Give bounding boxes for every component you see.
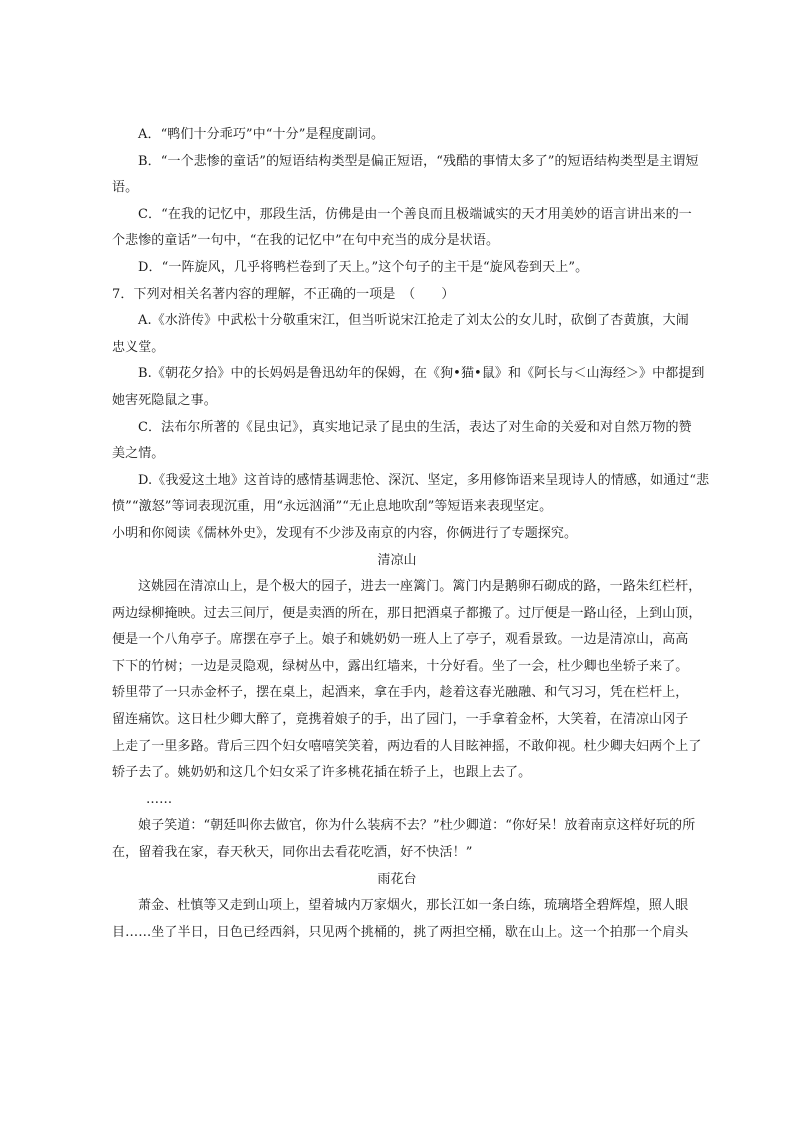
text-line: A．“鸭们十分乖巧”中“十分”是程度副词。 <box>138 127 385 142</box>
text-line: 美之情。 <box>112 446 165 462</box>
document-page <box>112 122 710 946</box>
text-line: D．“一阵旋风，几乎将鸭栏卷到了天上。”这个句子的主干是“旋风卷到天上”。 <box>138 259 589 275</box>
text-line: 这姚园在清凉山上，是个极大的园子，进去一座篱门。篱门内是鹅卵石砌成的路，一路朱红栏杆， <box>138 579 702 595</box>
text-line: 忠义堂。 <box>112 339 165 355</box>
text-line: 她害死隐鼠之事。 <box>112 392 217 408</box>
text-line: 上走了一里多路。背后三四个妇女嘻嘻笑笑着，两边看的人目眩神摇，不敢仰视。杜少卿夫妇两个上了 <box>112 738 702 754</box>
ellipsis-line: …… <box>146 791 173 807</box>
section-heading: 清凉山 <box>377 552 417 568</box>
text-line: 目……坐了半日，日色已经西斜，只见两个挑桶的，挑了两担空桶，歇在山上。这一个拍那一个肩头 <box>112 924 689 940</box>
section-heading: 雨花台 <box>377 871 417 887</box>
text-line: 愤”“激怒”等词表现沉重，用“永远汹涌”“无止息地吹刮”等短语来表现坚定。 <box>112 499 553 515</box>
text-line: 在，留着我在家，春天秋天，同你出去看花吃酒，好不快活！” <box>112 845 473 861</box>
text-line: 留连痛饮。这日杜少卿大醉了，竟携着娘子的手，出了园门，一手拿着金杯，大笑着，在清凉山冈子 <box>112 712 689 728</box>
text-line: 7．下列对相关名著内容的理解，不正确的一项是 （ ） <box>112 286 455 302</box>
text-line: 两边绿柳掩映。过去三间厅，便是卖酒的所在，那日把酒桌子都搬了。过厅便是一路山径，上到山顶， <box>112 605 702 621</box>
text-line: 轿里带了一只赤金杯子，摆在桌上，起酒来，拿在手内，趁着这春光融融、和气习习，凭在栏杆上， <box>112 685 689 701</box>
text-line: 个悲惨的童话”一句中，“在我的记忆中”在句中充当的成分是状语。 <box>112 233 500 249</box>
text-line: 便是一个八角亭子。席摆在亭子上。娘子和姚奶奶一班人上了亭子，观看景致。一边是清凉山，高高 <box>112 632 689 648</box>
text-line: D.《我爱这土地》这首诗的感情基调悲怆、深沉、坚定，多用修饰语来呈现诗人的情感，如通过“悲 <box>138 472 710 488</box>
text-line: B．“一个悲惨的童话”的短语结构类型是偏正短语，“残酷的事情太多了”的短语结构类型是主谓短 <box>138 153 699 169</box>
text-line: C．法布尔所著的《昆虫记》，真实地记录了昆虫的生活，表达了对生命的关爱和对自然万物的赞 <box>138 419 692 435</box>
text-line: 娘子笑道：“朝廷叫你去做官，你为什么装病不去？”杜少卿道：“你好呆！放着南京这样好玩的所 <box>138 818 696 834</box>
text-line: 小明和你阅读《儒林外史》，发现有不少涉及南京的内容，你俩进行了专题探究。 <box>112 525 578 541</box>
text-line: A.《水浒传》中武松十分敬重宋江，但当听说宋江抢走了刘太公的女儿时，砍倒了杏黄旗，大闹 <box>138 313 689 329</box>
text-line: B.《朝花夕拾》中的长妈妈是鲁迅幼年的保姆，在《狗•猫•鼠》和《阿长与＜山海经＞》中都提到 <box>138 366 705 382</box>
text-line: 萧金、杜慎等又走到山项上，望着城内万家烟火，那长江如一条白练，琉璃塔全碧辉煌，照人眼 <box>138 898 689 914</box>
text-line: 下下的竹树；一边是灵隐观，绿树丛中，露出红墙来，十分好看。坐了一会，杜少卿也坐轿子来了。 <box>112 658 689 674</box>
text-line: 轿子去了。姚奶奶和这几个妇女采了许多桃花插在轿子上，也跟上去了。 <box>112 765 532 781</box>
text-line: 语。 <box>112 180 139 196</box>
text-line: C．“在我的记忆中，那段生活，仿佛是由一个善良而且极端诚实的天才用美妙的语言讲出来的一 <box>138 206 692 222</box>
